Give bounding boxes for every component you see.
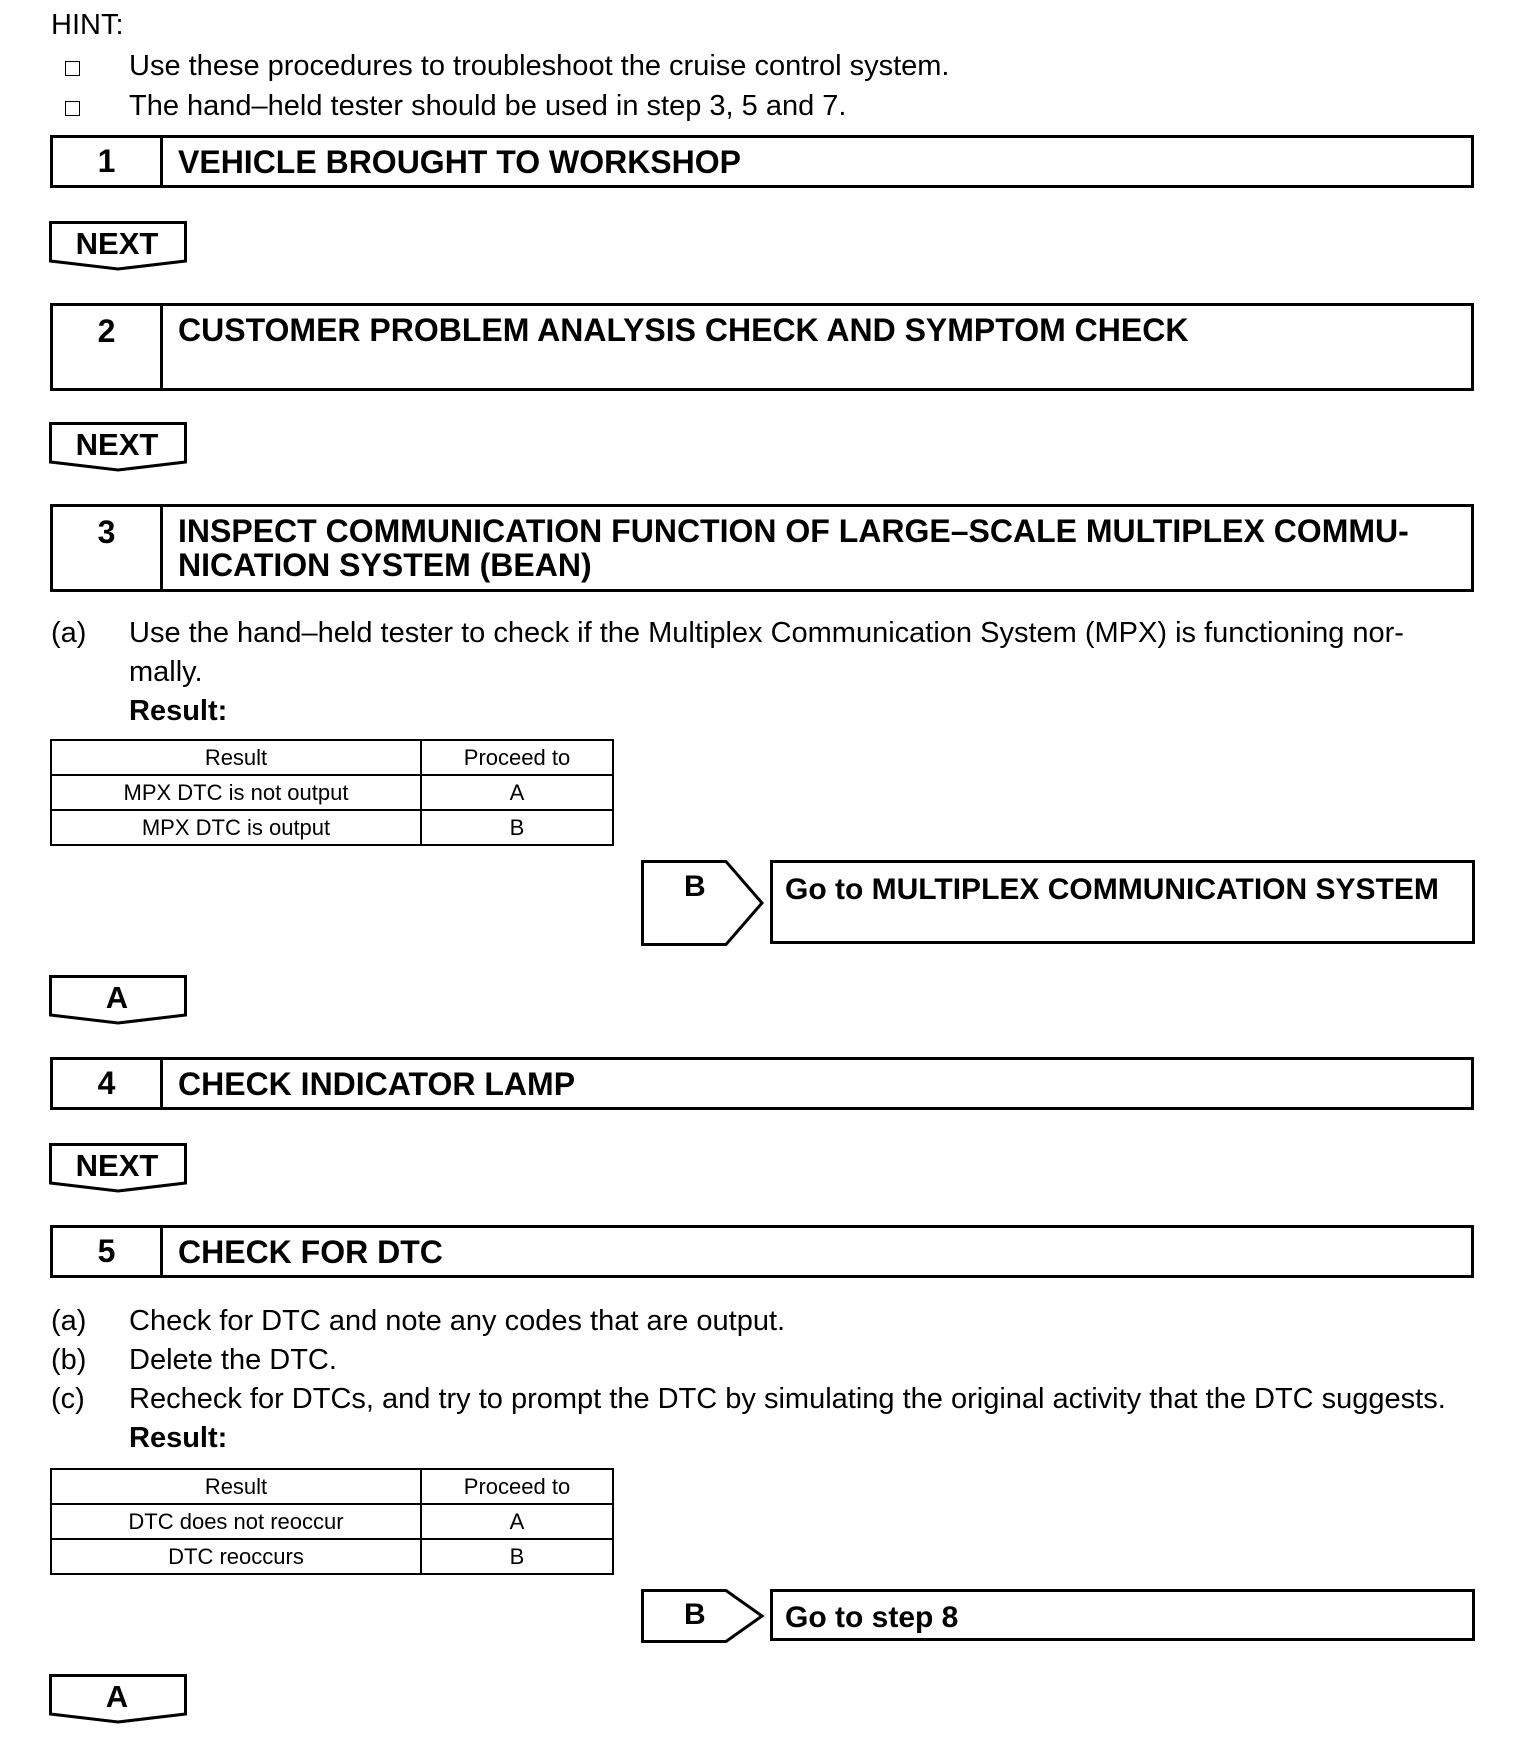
step-title: CHECK FOR DTC <box>178 1234 443 1270</box>
hint-item: Use these procedures to troubleshoot the cruise control system. <box>129 50 950 82</box>
sub-step-text: Recheck for DTCs, and try to prompt the DTC by simulating the original activity that the DTC suggests. <box>129 1383 1446 1415</box>
goto-box <box>770 1589 1475 1641</box>
table-cell: A <box>421 775 613 810</box>
goto-text: Go to step 8 <box>785 1601 959 1634</box>
table-header: Result <box>51 1469 421 1504</box>
step-title-line2: NICATION SYSTEM (BEAN) <box>178 547 592 583</box>
hint-label: HINT: <box>51 9 124 41</box>
branch-letter: B <box>684 870 706 903</box>
sub-step-text: Use the hand–held tester to check if the Multiplex Communication System (MPX) is functioning nor- <box>129 617 1404 649</box>
result-label: Result: <box>129 695 228 727</box>
result-table <box>50 739 614 846</box>
checkbox-bullet-icon <box>65 101 80 116</box>
table-cell: B <box>421 1539 613 1574</box>
table-header: Proceed to <box>421 740 613 775</box>
continue-letter: A <box>105 980 129 1015</box>
step-number: 5 <box>53 1228 163 1275</box>
step-5-header <box>50 1225 1474 1278</box>
table-cell: MPX DTC is not output <box>51 775 421 810</box>
table-cell: A <box>421 1504 613 1539</box>
table-cell: MPX DTC is output <box>51 810 421 845</box>
step-title: CUSTOMER PROBLEM ANALYSIS CHECK AND SYMPTOM CHECK <box>178 312 1189 348</box>
sub-step-text: mally. <box>129 656 203 688</box>
table-header-row <box>51 1469 613 1504</box>
table-header-row <box>51 740 613 775</box>
step-number: 3 <box>53 507 163 589</box>
step-number: 1 <box>53 138 163 185</box>
step-number: 4 <box>53 1060 163 1107</box>
table-header: Proceed to <box>421 1469 613 1504</box>
table-cell: DTC does not reoccur <box>51 1504 421 1539</box>
step-1-header <box>50 135 1474 188</box>
next-label: NEXT <box>75 226 159 261</box>
sub-step-text: Check for DTC and note any codes that are output. <box>129 1305 786 1337</box>
next-label: NEXT <box>75 1148 159 1183</box>
step-4-header <box>50 1057 1474 1110</box>
sub-step-label: (c) <box>51 1383 85 1415</box>
table-row <box>51 810 613 845</box>
table-row <box>51 775 613 810</box>
checkbox-bullet-icon <box>65 61 80 76</box>
step-3-header <box>50 504 1474 592</box>
result-label: Result: <box>129 1422 228 1454</box>
sub-step-label: (b) <box>51 1344 87 1376</box>
table-header: Result <box>51 740 421 775</box>
step-number: 2 <box>53 306 163 388</box>
step-title: VEHICLE BROUGHT TO WORKSHOP <box>178 144 741 180</box>
sub-step-text: Delete the DTC. <box>129 1344 337 1376</box>
table-cell: DTC reoccurs <box>51 1539 421 1574</box>
table-cell: B <box>421 810 613 845</box>
next-label: NEXT <box>75 427 159 462</box>
goto-box <box>770 860 1475 944</box>
sub-step-label: (a) <box>51 617 87 649</box>
step-title: CHECK INDICATOR LAMP <box>178 1066 576 1102</box>
continue-letter: A <box>105 1679 129 1714</box>
table-row <box>51 1539 613 1574</box>
step-title-line1: INSPECT COMMUNICATION FUNCTION OF LARGE–SCALE MULTIPLEX COMMU- <box>178 513 1409 549</box>
table-row <box>51 1504 613 1539</box>
goto-text: Go to MULTIPLEX COMMUNICATION SYSTEM <box>785 873 1439 906</box>
result-table <box>50 1468 614 1575</box>
sub-step-label: (a) <box>51 1305 87 1337</box>
hint-item: The hand–held tester should be used in step 3, 5 and 7. <box>129 90 847 122</box>
branch-letter: B <box>684 1598 706 1631</box>
step-2-header <box>50 303 1474 391</box>
